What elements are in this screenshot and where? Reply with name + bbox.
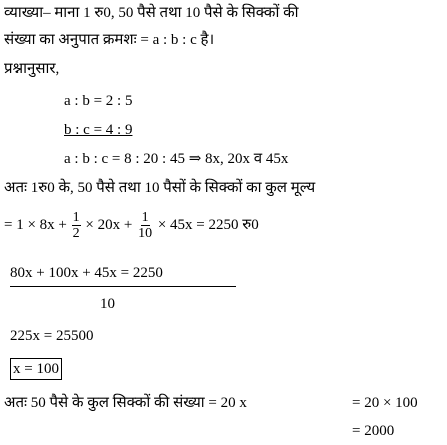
text-line: अतः 50 पैसे के कुल सिक्कों की संख्या = 20 x xyxy=(4,395,247,411)
equation-part: × 20x + xyxy=(85,217,133,233)
fraction-numerator: 1 xyxy=(72,210,80,226)
equation-numerator: 80x + 100x + 45x = 2250 xyxy=(10,265,163,281)
text-line: अतः 1रु0 के, 50 पैसे तथा 10 पैसों के सिक्कों का कुल मूल्य xyxy=(4,180,316,196)
equation: 225x = 25500 xyxy=(10,328,94,344)
text-line: संख्या का अनुपात क्रमशः = a : b : c है। xyxy=(4,32,215,48)
equation-denominator: 10 xyxy=(100,296,115,312)
value-equation xyxy=(4,209,259,241)
text-line: प्रश्नानुसार, xyxy=(4,61,60,77)
equation: b : c = 4 : 9 xyxy=(64,122,133,138)
equation-part: = 1 × 8x + xyxy=(4,217,67,233)
equation: = 2000 xyxy=(352,423,395,439)
fraction-bar xyxy=(10,286,236,287)
fraction-numerator: 1 xyxy=(141,210,149,226)
fraction xyxy=(137,210,153,241)
fraction-denominator: 2 xyxy=(72,226,80,242)
equation: = 20 × 100 xyxy=(352,395,418,411)
text-line: व्याख्या– माना 1 रु0, 50 पैसे तथा 10 पैसे के सिक्कों की xyxy=(4,5,299,21)
boxed-result: x = 100 xyxy=(10,358,62,380)
fraction-denominator: 10 xyxy=(138,226,153,242)
equation: a : b = 2 : 5 xyxy=(64,93,133,109)
fraction xyxy=(72,210,81,241)
equation-part: × 45x = 2250 रु0 xyxy=(157,217,259,233)
equation: a : b : c = 8 : 20 : 45 ⇒ 8x, 20x व 45x xyxy=(64,151,289,167)
